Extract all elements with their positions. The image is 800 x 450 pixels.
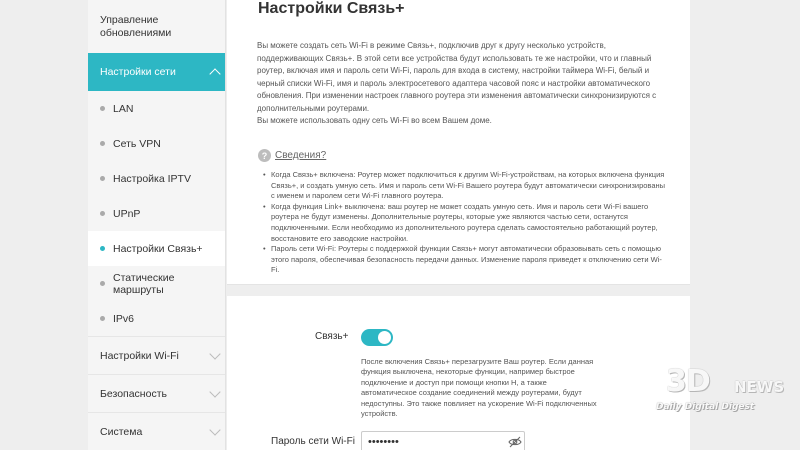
sidebar-item-iptv[interactable] — [88, 161, 225, 196]
watermark-news: NEWS — [734, 378, 785, 396]
sidebar-section-label: Система — [100, 425, 143, 438]
sidebar-section-label: Настройки сети — [100, 66, 176, 78]
link-plus-label: Связь+ — [315, 331, 349, 342]
intro-text — [257, 40, 667, 128]
intro-paragraph: Вы можете использовать одну сеть Wi-Fi во всем Вашем доме. — [257, 116, 492, 125]
sidebar-section-system[interactable] — [88, 413, 225, 450]
intro-paragraph: Вы можете создать сеть Wi-Fi в режиме Связь+, подключив друг к другу несколько устройств, поддерживающих Связь+. В этой сети все устройства будут использовать те же настройки, что и главный роутер, включая имя и пароль сети Wi-Fi, пароль для входа в систему, настройки таймера Wi-Fi, белый и черный списки Wi-Fi, имя и пароль электросетевого адаптера часовой пояс и настройки автоматического обновления. При изменении настроек главного роутера эти изменения автоматически синхронизируются с дополнительными роутерами. — [257, 41, 657, 113]
network-settings-submenu — [88, 91, 225, 337]
sidebar-item-lan[interactable] — [88, 91, 225, 126]
bullet-icon — [100, 141, 105, 146]
bullet-icon — [100, 246, 105, 251]
sidebar-item-static-routes[interactable] — [88, 266, 225, 301]
sidebar-item-label: Статические маршруты — [113, 271, 175, 296]
sidebar-item-label: Настройки Связь+ — [113, 242, 203, 255]
list-item: • Пароль сети Wi-Fi: Роутеры с поддержкой функции Связь+ могут автоматически образовывать сеть с помощью этого пароля, обеспечивая безопасность передачи данных. Изменение пароля приведет к отключению сети Wi-Fi. — [263, 244, 667, 276]
sidebar-section-network-settings[interactable] — [88, 53, 225, 91]
sidebar-section-wifi-settings[interactable] — [88, 337, 225, 375]
question-icon: ? — [258, 149, 271, 162]
info-list — [263, 170, 667, 276]
chevron-up-icon — [209, 68, 220, 79]
sidebar-section-security[interactable] — [88, 375, 225, 413]
sidebar-item-vpn[interactable] — [88, 126, 225, 161]
chevron-down-icon — [209, 424, 220, 435]
info-toggle-link[interactable] — [258, 149, 326, 162]
wifi-password-field[interactable] — [361, 431, 525, 450]
link-plus-note: После включения Связь+ перезагрузите Ваш роутер. Если данная функция выключена, некоторые функции, например быстрое подключение и доступ при помощи кнопки H, а также автоматическое создание соединений между роутерами, будут недоступны. Это также повлияет на ускорение Wi-Fi подключенных устройств. — [361, 357, 597, 419]
sidebar-item-upnp[interactable] — [88, 196, 225, 231]
watermark-tagline: Daily Digital Digest — [656, 402, 755, 412]
chevron-down-icon — [209, 348, 220, 359]
sidebar-item-ipv6[interactable] — [88, 301, 225, 336]
chevron-down-icon — [209, 386, 220, 397]
watermark-brand: 3D — [666, 364, 710, 399]
sidebar-item-label: IPv6 — [113, 312, 135, 325]
sidebar-section-label: Безопасность — [100, 387, 167, 400]
description-card — [227, 0, 690, 285]
link-plus-toggle[interactable] — [361, 329, 393, 346]
sidebar — [88, 0, 226, 450]
list-item: • Когда Связь+ включена: Роутер может подключиться к другим Wi-Fi-устройствам, на которых включена функция Связь+, и создать умную сеть. Имя и пароль сети Wi-Fi Вашего роутера будут автоматически синхронизированы с именем и паролем сети Wi-Fi главного роутера. — [263, 170, 667, 202]
sidebar-item-label: LAN — [113, 102, 134, 115]
sidebar-item-label: Настройка IPTV — [113, 172, 191, 185]
list-item: • Когда функция Link+ выключена: ваш роутер не может создать умную сеть. Имя и пароль сети Wi-Fi вашего роутера не будут изменены. Дополнительные роутеры, которые уже являются частью сети, останутся подключенными. Если необходимо из дополнительного роутера сделать самостоятельно работающий роутер, восстановите его заводские настройки. — [263, 202, 667, 244]
bullet-icon — [100, 316, 105, 321]
info-link-label: Сведения? — [275, 150, 327, 161]
sidebar-item-link-plus[interactable] — [88, 231, 225, 266]
eye-slash-icon[interactable] — [508, 436, 522, 448]
sidebar-item-label: UPnP — [113, 207, 141, 220]
bullet-icon — [100, 211, 105, 216]
bullet-icon — [100, 106, 105, 111]
sidebar-item-update-management[interactable] — [88, 0, 225, 53]
watermark-logo — [648, 362, 794, 422]
toggle-knob — [378, 331, 391, 344]
sidebar-item-label: Управление обновлениями — [100, 13, 172, 39]
wifi-password-label: Пароль сети Wi-Fi — [271, 436, 355, 447]
sidebar-item-label: Сеть VPN — [113, 137, 161, 150]
bullet-icon — [100, 281, 105, 286]
bullet-icon — [100, 176, 105, 181]
sidebar-section-label: Настройки Wi-Fi — [100, 349, 179, 362]
page-title: Настройки Связь+ — [258, 0, 405, 17]
